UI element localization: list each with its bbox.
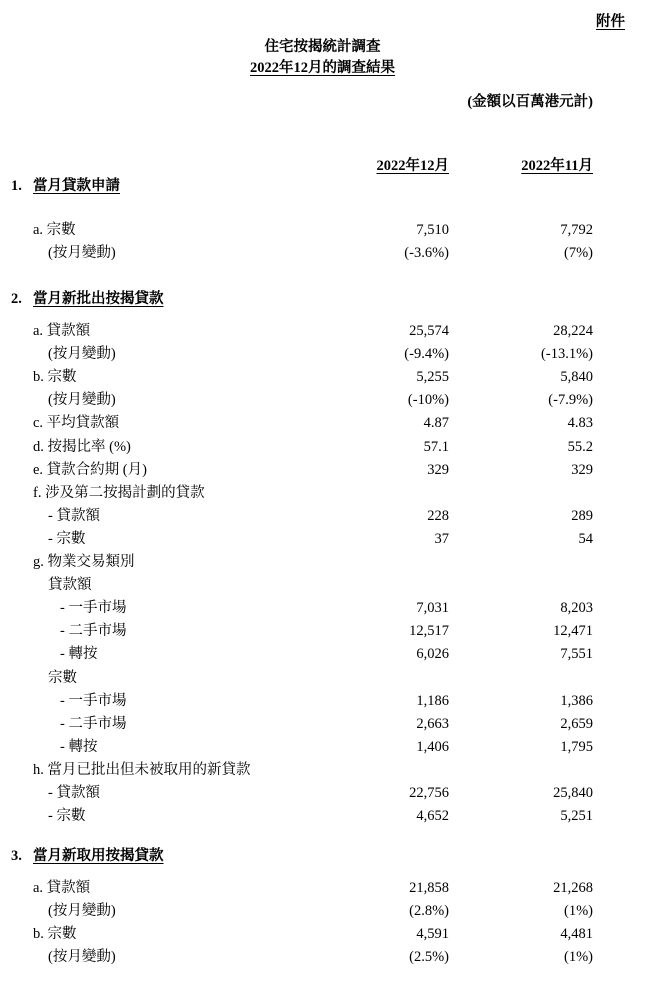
row-label: - 轉按 [60, 738, 98, 755]
value-nov-2022: (1%) [564, 903, 593, 920]
value-dec-2022: 22,756 [409, 785, 449, 801]
value-dec-2022: (-9.4%) [404, 346, 449, 363]
section-number: 3. [11, 848, 22, 864]
row-label: (按月變動) [48, 392, 116, 409]
value-nov-2022: 28,224 [553, 323, 593, 339]
value-dec-2022: 37 [434, 530, 449, 547]
value-nov-2022: 1,795 [560, 738, 593, 755]
value-dec-2022: (-10%) [407, 392, 449, 409]
value-nov-2022: 329 [571, 461, 593, 478]
value-dec-2022: 4,591 [416, 926, 449, 943]
row-label: d. 按揭比率 (%) [33, 438, 131, 455]
value-nov-2022: 1,386 [560, 692, 593, 709]
value-dec-2022: (2.8%) [409, 903, 449, 920]
value-dec-2022: 2,663 [416, 715, 449, 732]
value-dec-2022: (-3.6%) [404, 245, 449, 262]
annex-label: 附件 [596, 14, 625, 30]
row-label: - 二手市場 [60, 623, 127, 640]
row-label: f. 涉及第二按揭計劃的貸款 [33, 484, 205, 501]
row-label: - 宗數 [48, 808, 86, 825]
value-nov-2022: 4,481 [560, 926, 593, 943]
value-nov-2022: 7,792 [560, 222, 593, 238]
value-nov-2022: 8,203 [560, 600, 593, 617]
value-nov-2022: (-13.1%) [541, 346, 593, 363]
value-dec-2022: 21,858 [409, 880, 449, 896]
row-label: - 貸款額 [48, 507, 100, 524]
row-label: h. 當月已批出但未被取用的新貸款 [33, 761, 251, 778]
row-label: a. 貸款額 [33, 880, 91, 896]
section-number: 1. [11, 178, 22, 194]
section-number: 2. [11, 291, 22, 307]
row-label: (按月變動) [48, 949, 116, 966]
row-label: c. 平均貸款額 [33, 415, 120, 432]
row-label: - 一手市場 [60, 692, 127, 709]
value-dec-2022: (2.5%) [409, 949, 449, 966]
value-dec-2022: 1,186 [416, 692, 449, 709]
row-label: e. 貸款合約期 (月) [33, 461, 147, 478]
row-label: - 轉按 [60, 646, 98, 663]
value-nov-2022: 5,251 [560, 808, 593, 825]
value-nov-2022: (-7.9%) [548, 392, 593, 409]
row-label: a. 宗數 [33, 222, 76, 238]
value-nov-2022: 25,840 [553, 785, 593, 801]
title-line-1: 住宅按揭統計調查 [264, 39, 381, 55]
row-label: b. 宗數 [33, 369, 77, 386]
value-nov-2022: (7%) [564, 245, 593, 262]
value-dec-2022: 57.1 [423, 438, 449, 455]
row-label: a. 貸款額 [33, 323, 91, 339]
value-dec-2022: 12,517 [409, 623, 449, 640]
row-label: (按月變動) [48, 245, 116, 262]
column-header-nov-2022: 2022年11月 [521, 158, 593, 174]
row-label: 貸款額 [48, 577, 92, 594]
row-label: b. 宗數 [33, 926, 77, 943]
value-dec-2022: 228 [427, 507, 449, 524]
row-label: - 一手市場 [60, 600, 127, 617]
value-nov-2022: 7,551 [560, 646, 593, 663]
value-nov-2022: 2,659 [560, 715, 593, 732]
value-dec-2022: 7,031 [416, 600, 449, 617]
unit-note: (金額以百萬港元計) [467, 94, 593, 110]
value-nov-2022: 54 [578, 530, 593, 547]
section-title: 當月新批出按揭貸款 [33, 291, 164, 307]
section-title: 當月貸款申請 [33, 178, 120, 194]
row-label: g. 物業交易類別 [33, 554, 135, 570]
row-label: - 貸款額 [48, 785, 100, 801]
row-label: - 二手市場 [60, 715, 127, 732]
value-nov-2022: 21,268 [553, 880, 593, 896]
value-nov-2022: 4.83 [567, 415, 593, 432]
value-dec-2022: 4.87 [423, 415, 449, 432]
value-nov-2022: 289 [571, 507, 593, 524]
value-dec-2022: 4,652 [416, 808, 449, 825]
title-line-2: 2022年12月的調查結果 [250, 60, 395, 76]
value-dec-2022: 1,406 [416, 738, 449, 755]
value-nov-2022: 12,471 [553, 623, 593, 640]
value-nov-2022: 55.2 [567, 438, 593, 455]
value-nov-2022: (1%) [564, 949, 593, 966]
value-dec-2022: 7,510 [416, 222, 449, 238]
row-label: 宗數 [48, 669, 77, 686]
value-dec-2022: 329 [427, 461, 449, 478]
column-header-dec-2022: 2022年12月 [376, 158, 449, 174]
value-nov-2022: 5,840 [560, 369, 593, 386]
row-label: - 宗數 [48, 530, 86, 547]
value-dec-2022: 5,255 [416, 369, 449, 386]
section-title: 當月新取用按揭貸款 [33, 848, 164, 864]
row-label: (按月變動) [48, 903, 116, 920]
value-dec-2022: 6,026 [416, 646, 449, 663]
row-label: (按月變動) [48, 346, 116, 363]
value-dec-2022: 25,574 [409, 323, 449, 339]
